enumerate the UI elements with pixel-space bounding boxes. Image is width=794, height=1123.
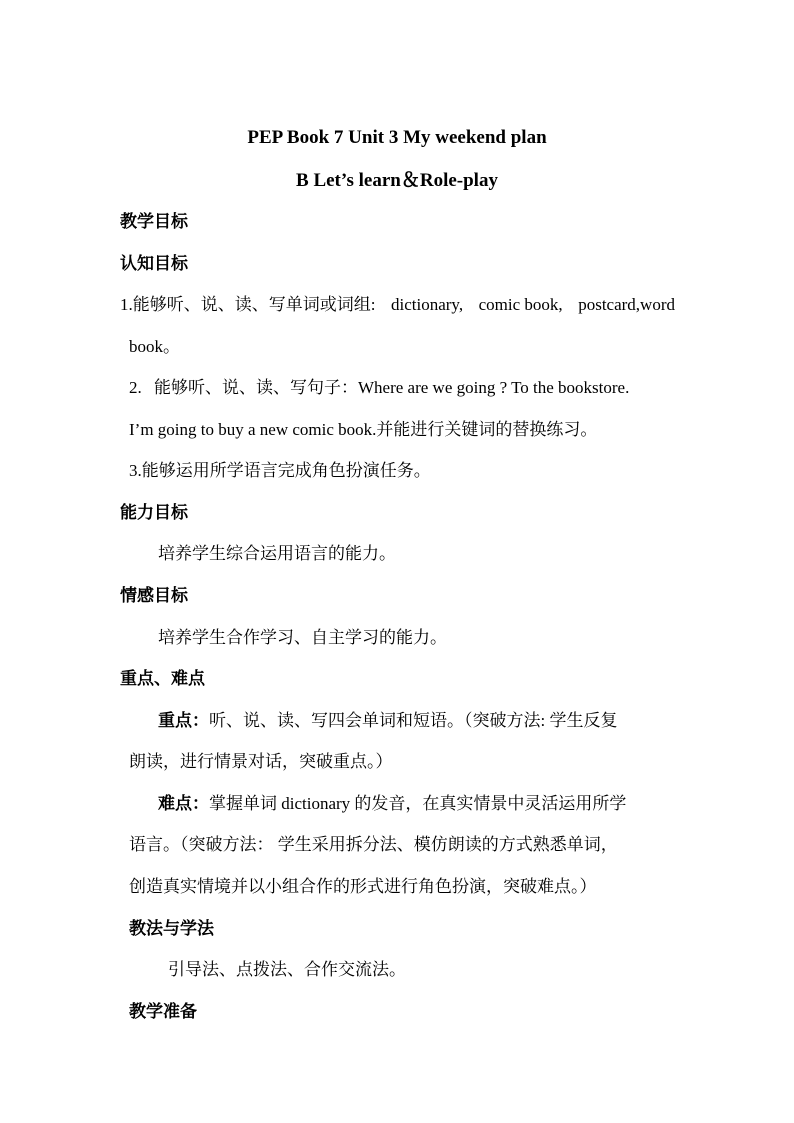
document-subtitle: B Let’s learn＆Role-play <box>296 170 498 191</box>
difficult-point-line-2: 语言。（突破方法： 学生采用拆分法、模仿朗读的方式熟悉单词， <box>129 835 618 854</box>
emotional-goals-text: 培养学生合作学习、自主学习的能力。 <box>158 628 447 647</box>
section-heading-teaching-goals: 教学目标 <box>120 212 188 231</box>
key-point-text: 听、说、读、写四会单词和短语。（突破方法: 学生反复 <box>209 711 618 730</box>
goal-item-1-word-postcard: postcard,word <box>578 295 675 314</box>
methods-text: 引导法、点拨法、合作交流法。 <box>168 960 406 979</box>
ability-goals-text: 培养学生综合运用语言的能力。 <box>158 544 396 563</box>
difficult-point-line-3: 创造真实情境并以小组合作的形式进行角色扮演，突破难点。） <box>129 877 597 896</box>
goal-item-2-line-1 <box>129 377 679 399</box>
goal-item-1-word-dictionary: dictionary, <box>391 295 464 314</box>
section-heading-key-difficult: 重点、难点 <box>120 669 205 688</box>
key-point-line-2: 朗读，进行情景对话，突破重点。） <box>129 752 393 771</box>
goal-item-1-line-2: book。 <box>129 337 180 356</box>
goal-item-2-text: 能够听、说、读、写句子：Where are we going ? To the bookstore. <box>154 378 630 397</box>
difficult-point-line-1 <box>158 793 626 815</box>
key-point-line-1 <box>158 710 617 732</box>
section-heading-emotional-goals: 情感目标 <box>120 586 188 605</box>
difficult-point-text: 掌握单词 dictionary 的发音，在真实情景中灵活运用所学 <box>209 794 627 813</box>
key-point-label: 重点： <box>158 711 209 730</box>
goal-item-2-number: 2. <box>129 378 142 397</box>
goal-item-3: 3.能够运用所学语言完成角色扮演任务。 <box>129 461 431 480</box>
section-heading-cognitive-goals: 认知目标 <box>120 254 188 273</box>
section-heading-preparation: 教学准备 <box>129 1002 197 1021</box>
section-heading-ability-goals: 能力目标 <box>120 503 188 522</box>
document-title: PEP Book 7 Unit 3 My weekend plan <box>247 127 547 148</box>
goal-item-1-text: 1.能够听、说、读、写单词或词组: <box>120 295 376 314</box>
goal-item-1-word-comic-book: comic book, <box>478 295 563 314</box>
goal-item-1-line-1 <box>120 294 675 316</box>
difficult-point-label: 难点： <box>158 794 209 813</box>
section-heading-methods: 教法与学法 <box>129 919 214 938</box>
goal-item-2-line-2: I’m going to buy a new comic book.并能进行关键词的替换练习。 <box>129 420 598 439</box>
